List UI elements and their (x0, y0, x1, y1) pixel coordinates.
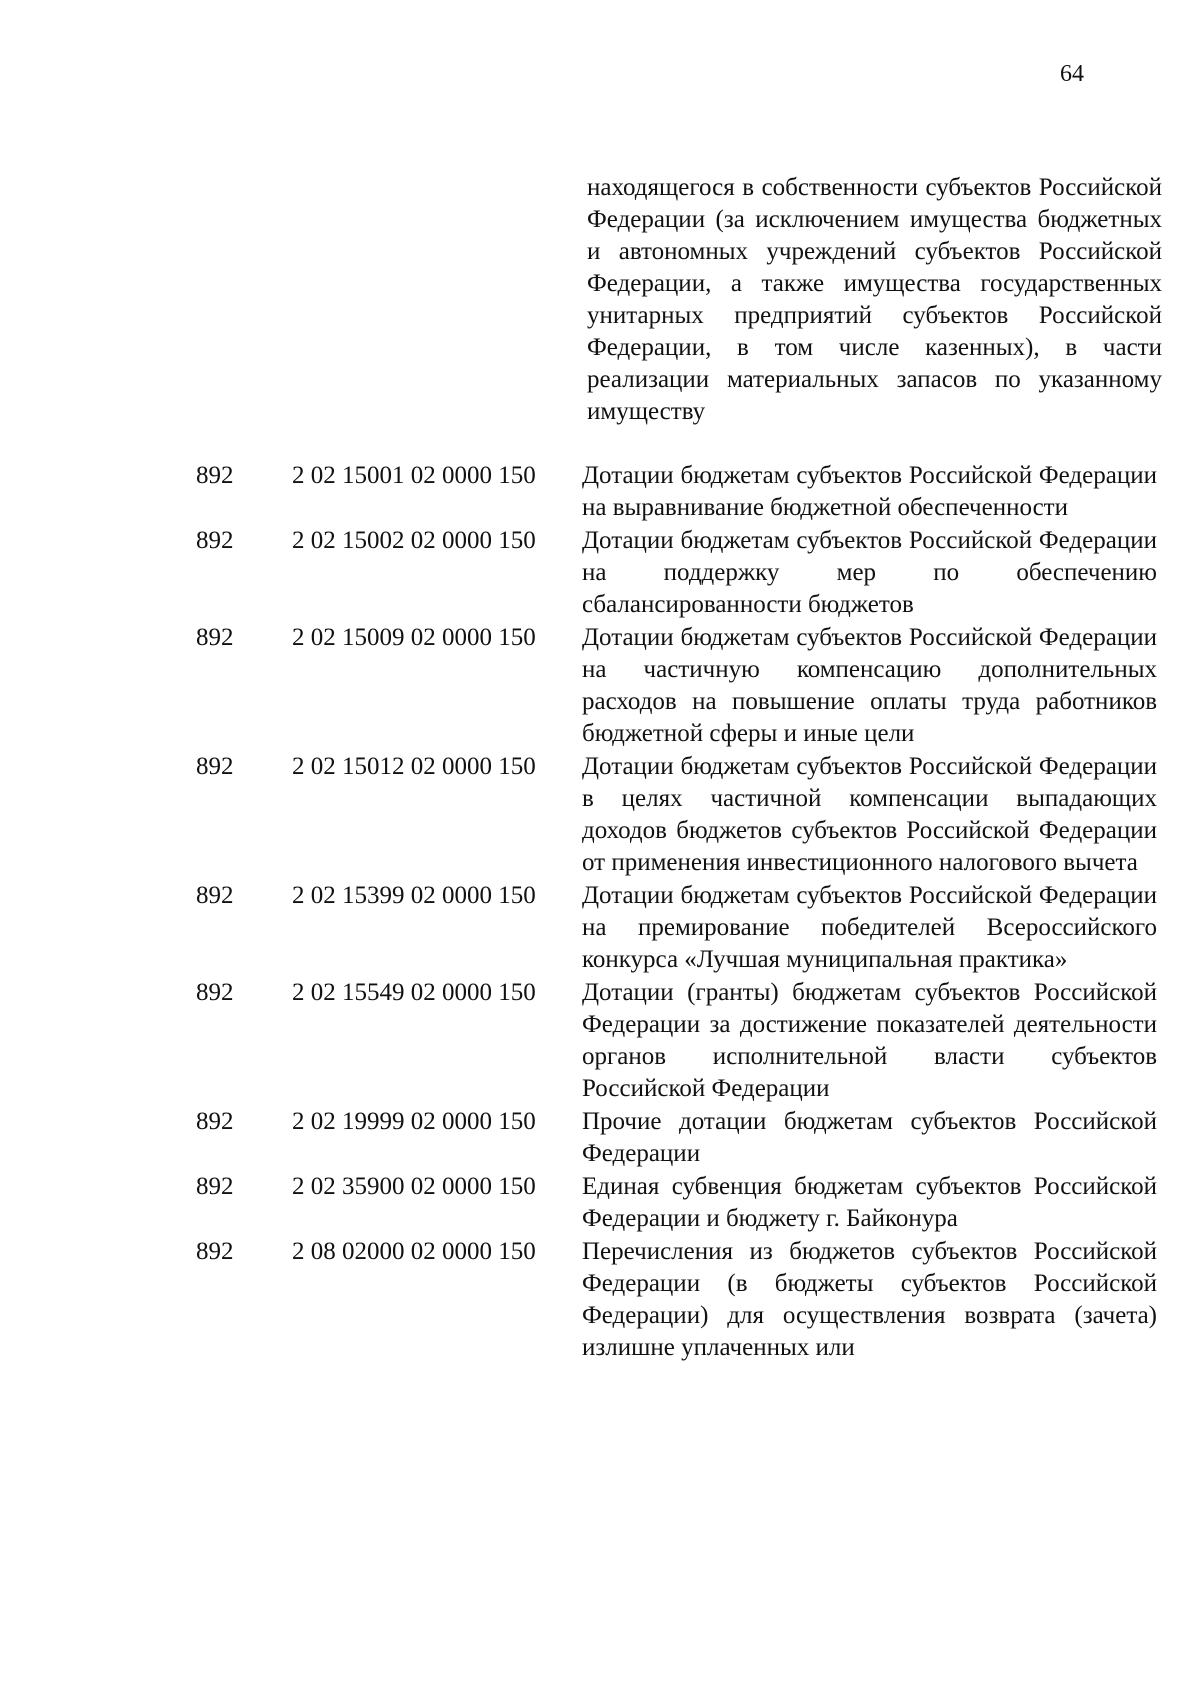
budget-classification-code: 2 02 15399 02 0000 150 (292, 882, 536, 909)
revenue-description: Дотации бюджетам субъектов Российской Федерации на выравнивание бюджетной обеспеченности (582, 462, 1157, 521)
budget-code-table (0, 460, 1200, 1365)
admin-code: 892 (196, 624, 234, 651)
budget-classification-code: 2 02 15549 02 0000 150 (292, 979, 536, 1006)
continued-description: находящегося в собственности субъектов Российской Федерации (за исключением имущества бюджетных и автономных учреждений субъектов Российской Федерации, а также имущества государственных унитарных предприятий субъектов Российской Федерации, в том числе казенных), в части реализации материальных запасов по указанному имуществу (587, 174, 1162, 425)
revenue-description: Дотации (гранты) бюджетам субъектов Российской Федерации за достижение показателей деятельности органов исполнительной власти субъектов Российской Федерации (582, 979, 1157, 1102)
table-row (0, 1171, 1200, 1235)
revenue-description: Дотации бюджетам субъектов Российской Федерации на поддержку мер по обеспечению сбалансированности бюджетов (582, 527, 1157, 618)
budget-classification-code: 2 02 19999 02 0000 150 (292, 1108, 536, 1135)
admin-code: 892 (196, 753, 234, 780)
budget-classification-code: 2 02 35900 02 0000 150 (292, 1173, 536, 1200)
budget-classification-code: 2 02 15002 02 0000 150 (292, 527, 536, 554)
table-row (0, 1106, 1200, 1170)
revenue-description: Перечисления из бюджетов субъектов Российской Федерации (в бюджеты субъектов Российской Федерации) для осуществления возврата (зачета) излишне уплаченных или (582, 1238, 1157, 1361)
revenue-description: Прочие дотации бюджетам субъектов Российской Федерации (582, 1108, 1157, 1167)
table-row (0, 525, 1200, 621)
table-row (0, 751, 1200, 879)
admin-code: 892 (196, 882, 234, 909)
budget-classification-code: 2 02 15001 02 0000 150 (292, 462, 536, 489)
table-row (0, 880, 1200, 976)
revenue-description: Дотации бюджетам субъектов Российской Федерации на премирование победителей Всероссийского конкурса «Лучшая муниципальная практика» (582, 882, 1157, 973)
budget-classification-code: 2 02 15009 02 0000 150 (292, 624, 536, 651)
admin-code: 892 (196, 1238, 234, 1265)
table-row (0, 460, 1200, 524)
page-number: 64 (1060, 61, 1084, 87)
admin-code: 892 (196, 527, 234, 554)
admin-code: 892 (196, 462, 234, 489)
revenue-description: Единая субвенция бюджетам субъектов Российской Федерации и бюджету г. Байконура (582, 1173, 1157, 1232)
admin-code: 892 (196, 1108, 234, 1135)
budget-classification-code: 2 02 15012 02 0000 150 (292, 753, 536, 780)
revenue-description: Дотации бюджетам субъектов Российской Федерации в целях частичной компенсации выпадающих доходов бюджетов субъектов Российской Федерации от применения инвестиционного налогового вычета (582, 753, 1157, 876)
table-row (0, 622, 1200, 750)
table-row (0, 1236, 1200, 1364)
budget-classification-code: 2 08 02000 02 0000 150 (292, 1238, 536, 1265)
admin-code: 892 (196, 979, 234, 1006)
table-row (0, 977, 1200, 1105)
admin-code: 892 (196, 1173, 234, 1200)
revenue-description: Дотации бюджетам субъектов Российской Федерации на частичную компенсацию дополнительных расходов на повышение оплаты труда работников бюджетной сферы и иные цели (582, 624, 1157, 747)
